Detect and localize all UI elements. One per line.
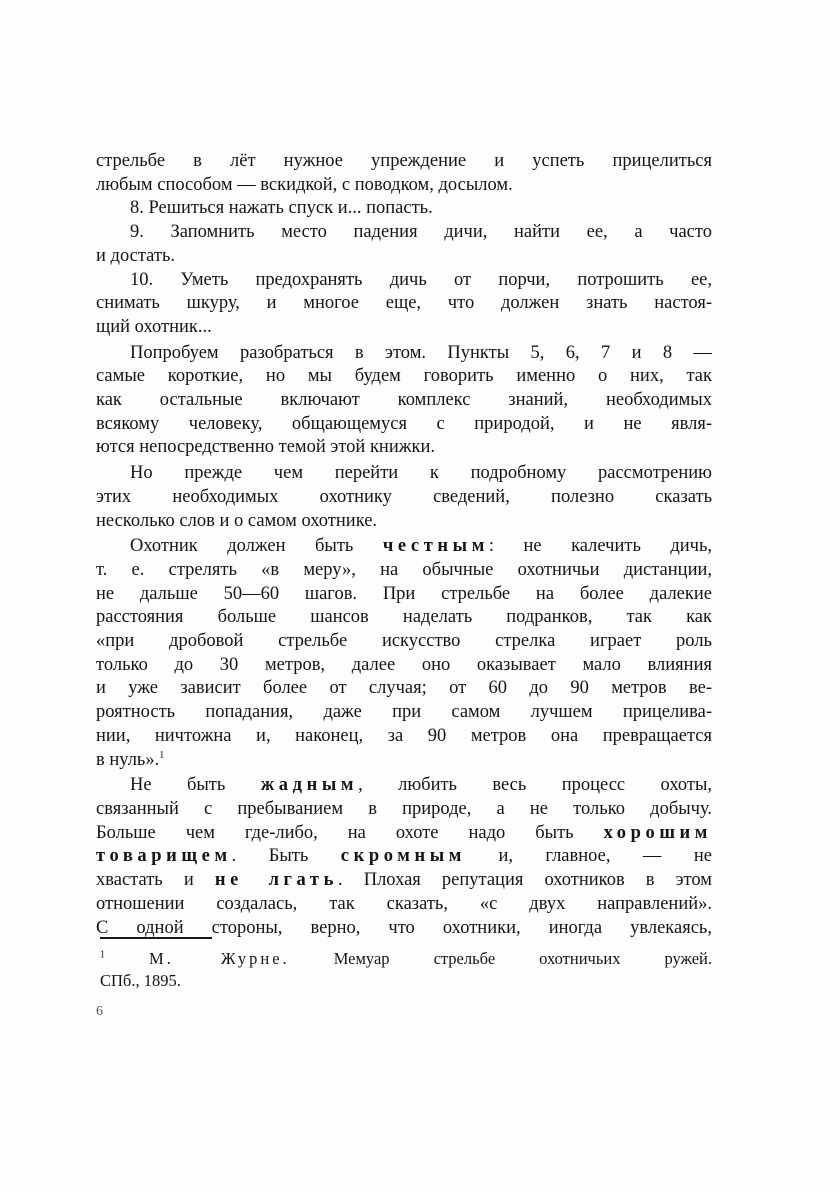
- text-line: нии, ничтожна и, наконец, за 90 метров она превращается: [96, 725, 712, 746]
- text-line: С одной стороны, верно, что охотники, иногда увлекаясь,: [96, 917, 712, 938]
- text-line: снимать шкуру, и многое еще, что должен знать настоя-: [96, 293, 712, 314]
- text-line: самые короткие, но мы будем говорить именно о них, так: [96, 366, 712, 387]
- text-line: связанный с пребыванием в природе, а не только добычу.: [96, 798, 712, 819]
- text-fragment: и, главное, — не: [498, 846, 713, 867]
- emphasis-not-lie: не лгать: [214, 870, 338, 891]
- paragraph-start: Попробуем разобраться в этом. Пункты 5, 6, 7 и 8 —: [130, 342, 712, 363]
- list-item-9: 9. Запомнить место падения дичи, найти ее, а часто: [130, 222, 712, 243]
- text-line: «при дробовой стрельбе искусство стрелка играет роль: [96, 631, 712, 652]
- text-line: не дальше 50—60 шагов. При стрельбе на более далекие: [96, 583, 712, 604]
- emphasis-modest: скромным: [340, 846, 466, 867]
- text-line: щий охотник...: [96, 316, 212, 337]
- list-item-10: 10. Уметь предохранять дичь от порчи, потрошить ее,: [130, 269, 712, 290]
- text-line: несколько слов и о самом охотнике.: [96, 510, 378, 531]
- text-fragment: Больше чем где-либо, на охоте надо быть: [96, 822, 574, 843]
- footnote-divider: [100, 937, 212, 939]
- text-line: и уже зависит более от случая; от 60 до 90 метров ве-: [96, 678, 712, 699]
- text-fragment: Не быть: [130, 775, 226, 796]
- text-fragment: . Быть: [231, 846, 309, 867]
- emphasis-honest: честным: [382, 536, 489, 557]
- footnote-author: М. Журне.: [149, 949, 290, 968]
- text-line: всякому человеку, общающемуся с природой, и не явля-: [96, 413, 712, 434]
- text-fragment: : не калечить дичь,: [488, 536, 713, 557]
- text-line: отношении создалась, так сказать, «с двух направлений».: [96, 893, 712, 914]
- footnote-place-year: СПб., 1895.: [100, 971, 181, 990]
- footnote: [100, 948, 712, 992]
- list-item-8: 8. Решиться нажать спуск и... попасть.: [130, 198, 433, 219]
- emphasis-greedy: жадным: [260, 775, 359, 796]
- text-line: ются непосредственно темой этой книжки.: [96, 437, 436, 458]
- text-line: [96, 822, 712, 846]
- emphasis-comrade: товарищем: [96, 846, 232, 867]
- text-line: как остальные включают комплекс знаний, необходимых: [96, 390, 712, 411]
- text-fragment: в нуль».: [96, 749, 160, 770]
- text-fragment: хвастать и: [96, 870, 194, 891]
- text-line: стрельбе в лёт нужное упреждение и успеть прицелиться: [96, 151, 712, 171]
- emphasis-good: хорошим: [603, 822, 713, 843]
- text-line: [96, 869, 712, 893]
- main-text: [96, 150, 712, 940]
- text-line: этих необходимых охотнику сведений, полезно сказать: [96, 486, 712, 507]
- text-fragment: . Плохая репутация охотников в этом: [338, 870, 712, 891]
- footnote-title: Мемуар стрельбе охотничьих ружей.: [333, 949, 713, 968]
- text-line: и достать.: [96, 245, 176, 266]
- paragraph-start: [96, 535, 712, 559]
- paragraph-start: [96, 774, 712, 798]
- footnote-marker: 1: [100, 949, 105, 961]
- text-line: любым способом — вскидкой, с поводком, досылом.: [96, 174, 513, 195]
- text-line: расстояния больше шансов наделать подранков, так как: [96, 607, 712, 628]
- footnote-reference: 1: [159, 749, 165, 761]
- text-line: только до 30 метров, далее оно оказывает мало влияния: [96, 654, 712, 675]
- text-fragment: , любить весь процесс охоты,: [358, 775, 713, 796]
- text-line: т. е. стрелять «в меру», на обычные охотничьи дистанции,: [96, 559, 712, 580]
- paragraph-start: Но прежде чем перейти к подробному рассмотрению: [130, 463, 712, 484]
- page-number: 6: [96, 1004, 103, 1019]
- footnote-line: [100, 948, 712, 970]
- text-fragment: Охотник должен быть: [130, 536, 354, 557]
- text-line: [96, 749, 712, 773]
- text-line: роятность попадания, даже при самом лучшем прицелива-: [96, 702, 712, 723]
- text-line: [96, 845, 712, 869]
